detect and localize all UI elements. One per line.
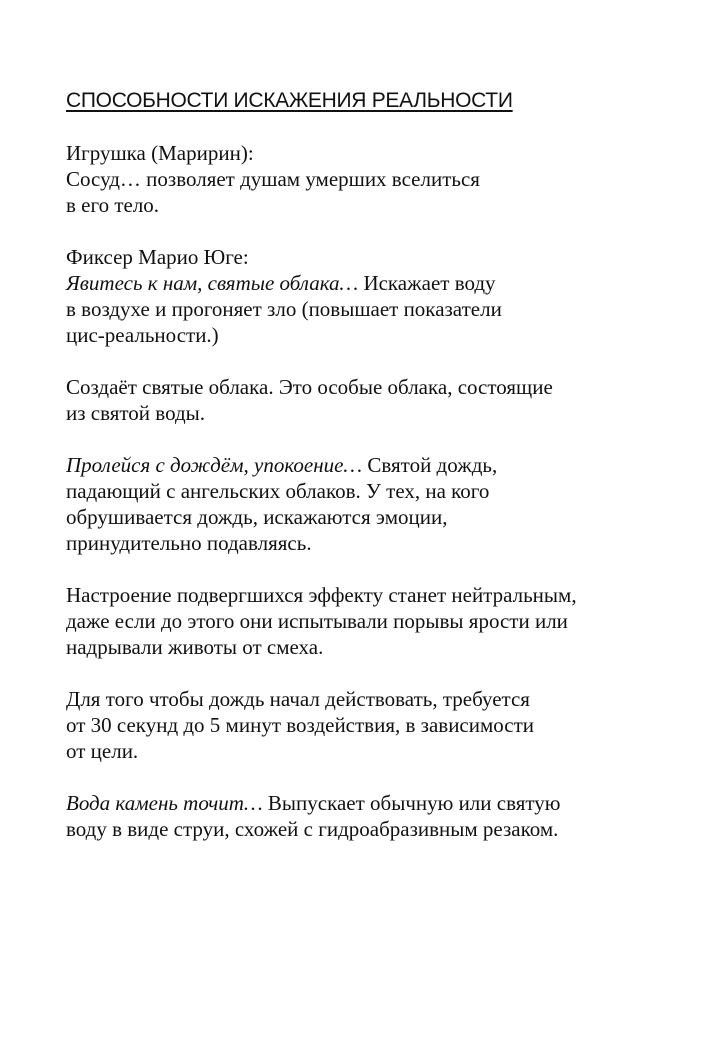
text-line: цис-реальности.) bbox=[66, 323, 219, 347]
paragraph-holy-clouds bbox=[66, 374, 686, 426]
text-line bbox=[66, 270, 686, 296]
ability-description: Святой дождь, bbox=[362, 453, 498, 477]
paragraph-mood-effect bbox=[66, 582, 686, 660]
text-line: даже если до этого они испытывали порывы ярости или bbox=[66, 609, 568, 633]
text-line: Для того чтобы дождь начал действовать, требуется bbox=[66, 687, 530, 711]
text-line: обрушивается дождь, искажаются эмоции, bbox=[66, 505, 448, 529]
paragraph-rain-duration bbox=[66, 686, 686, 764]
text-line: от 30 секунд до 5 минут воздействия, в зависимости bbox=[66, 713, 535, 737]
text-line: надрывали животы от смеха. bbox=[66, 635, 324, 659]
text-line: от цели. bbox=[66, 739, 139, 763]
paragraph-fixer-mario bbox=[66, 244, 686, 348]
text-line: Создаёт святые облака. Это особые облака, состоящие bbox=[66, 375, 553, 399]
text-line: Фиксер Марио Юге: bbox=[66, 245, 249, 269]
ability-description: Выпускает обычную или святую bbox=[262, 791, 561, 815]
document-page bbox=[66, 88, 686, 868]
ability-description: Искажает воду bbox=[358, 271, 496, 295]
text-line bbox=[66, 452, 686, 478]
text-line: принудительно подавляясь. bbox=[66, 531, 312, 555]
text-line: в воздухе и прогоняет зло (повышает показатели bbox=[66, 297, 502, 321]
page-title: СПОСОБНОСТИ ИСКАЖЕНИЯ РЕАЛЬНОСТИ bbox=[66, 89, 513, 112]
ability-name: Вода камень точит… bbox=[66, 791, 263, 815]
text-line: Сосуд… позволяет душам умерших вселиться bbox=[66, 167, 480, 191]
text-line: из святой воды. bbox=[66, 401, 206, 425]
paragraph-holy-rain bbox=[66, 452, 686, 556]
text-line bbox=[66, 790, 686, 816]
ability-name: Пролейся с дождём, упокоение… bbox=[66, 453, 363, 477]
text-line: падающий с ангельских облаков. У тех, на кого bbox=[66, 479, 490, 503]
text-line: в его тело. bbox=[66, 193, 160, 217]
paragraph-toy-marirín bbox=[66, 140, 686, 218]
paragraph-water-jet bbox=[66, 790, 686, 842]
text-line: Настроение подвергшихся эффекту станет нейтральным, bbox=[66, 583, 577, 607]
text-line: Игрушка (Маририн): bbox=[66, 141, 254, 165]
ability-name: Явитесь к нам, святые облака… bbox=[66, 271, 359, 295]
text-line: воду в виде струи, схожей с гидроабразивным резаком. bbox=[66, 817, 559, 841]
